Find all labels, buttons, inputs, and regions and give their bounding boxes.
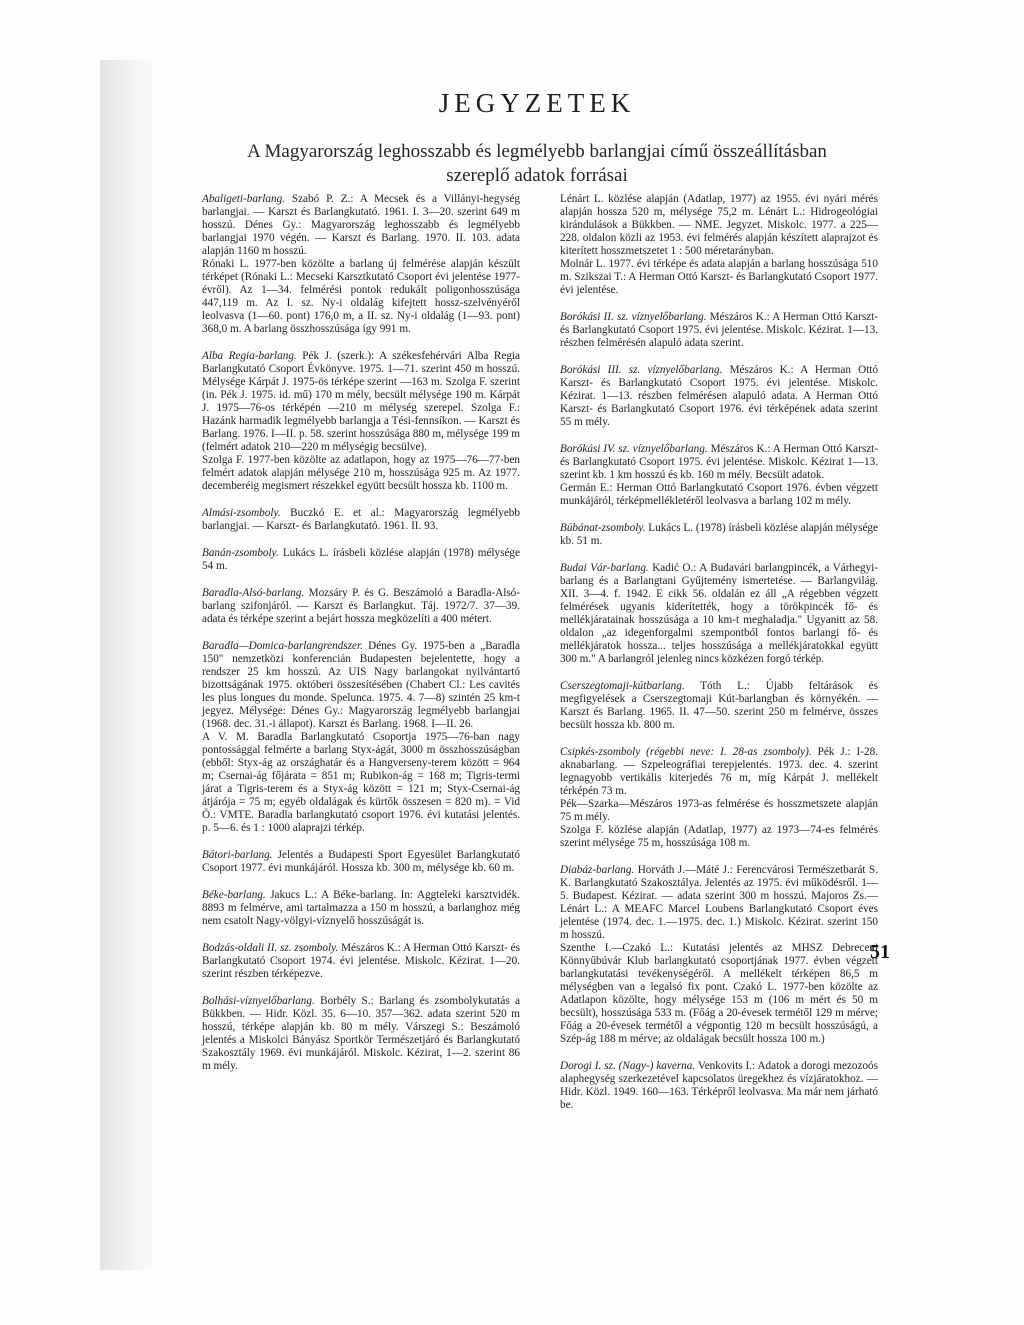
note-entry [560, 443, 878, 508]
note-entry [202, 547, 520, 573]
entry-text: Dénes Gy. 1975-ben a „Baradla 150" nemzetközi konferencián Budapesten bejelentette, hogy a rendszer 25 km hosszú. Az UIS Nagy barlangokat nyilvántartó bizottságának 1975. októberi összesítésében (Chabert Cl.: Les cavités les plus longues du monde. Spelunca. 1975. 4. 7—8) szintén 25 km-t jegyez. Mélysége: Dénes Gy.: Magyarország legmélyebb barlangjai (1968. dec. 31.-i állapot). Karszt és Barlang. 1968. I—II. 26. [202, 640, 520, 730]
entry-title: Borókási II. sz. víznyelőbarlang. [560, 311, 707, 323]
note-paragraph [202, 889, 520, 928]
note-entry [202, 995, 520, 1073]
entry-title: Banán-zsomboly. [202, 547, 279, 559]
note-entry [202, 350, 520, 493]
binding-shadow [100, 60, 160, 1270]
note-paragraph [560, 746, 878, 798]
entry-title: Borókási III. sz. víznyelőbarlang. [560, 364, 723, 376]
note-paragraph [202, 454, 520, 493]
note-paragraph [560, 482, 878, 508]
note-paragraph [202, 547, 520, 573]
right-column [560, 193, 878, 1126]
note-entry [560, 311, 878, 350]
entry-text: Pék—Szarka—Mészáros 1973-as felmérése és hosszmetszete alapján 75 m mély. [560, 798, 878, 823]
entry-title: Búbánat-zsomboly. [560, 522, 646, 534]
note-paragraph [560, 193, 878, 258]
note-paragraph [560, 1060, 878, 1112]
page-subtitle [150, 140, 924, 188]
entry-text: Buczkó E. et al.: Magyarország legmélyebb barlangjai. — Karszt- és Barlangkutató. 1961. II. 93. [202, 507, 520, 532]
entry-text: Horváth J.—Máté J.: Ferencvárosi Természetbarát S. K. Barlangkutató Szakosztálya. Jelentés az 1975. évi működésről. 1—5. Budapest. Kézirat. — adata szerint 300 m hosszú. Majoros Zs.—Lénárt L.: A MEAFC Marcel Loubens Barlangkutató Csoport éves jelentése (1974. dec. 1.—1975. dec. 1.) Miskolc. Kézirat. szerint 150 m hosszú. [560, 864, 878, 941]
entry-title: Cserszegtomaji-kútbarlang. [560, 680, 685, 692]
note-entry [202, 942, 520, 981]
note-paragraph [202, 350, 520, 454]
entry-text: Szabó P. Z.: A Mecsek és a Villányi-hegység barlangjai. — Karszt és Barlangkutató. 1961. I. 3—20. szerint 649 m hosszú. Dénes Gy.: Magyarország leghosszabb és legmélyebb barlangjai 1970 végén. — Karszt és Barlang. 1970. II. 103. adata alapján 1160 m hosszú. [202, 193, 520, 257]
entry-text: Tóth L.: Újabb feltárások és megfigyelések a Cserszegtomaji Kút-barlangban és környékén. — Karszt és Barlang. 1965. II. 47—50. szerint 250 m felmérve, összes becsült hossza kb. 800 m. [560, 680, 878, 731]
subtitle-line-1: A Magyarország leghosszabb és legmélyebb barlangjai című összeállításban [247, 141, 827, 162]
entry-text: Lukács L. (1978) írásbeli közlése alapján mélysége kb. 51 m. [560, 522, 878, 547]
note-entry [202, 507, 520, 533]
note-paragraph [560, 680, 878, 732]
entry-text: Mészáros K.: A Herman Ottó Karszt- és Barlangkutató Csoport 1975. évi jelentése. Miskolc. Kézirat 1—13. szerint kb. 1 km hosszú és kb. 160 m mély. Becsült adatok. [560, 443, 879, 481]
entry-text: Kadić O.: A Budavári barlangpincék, a Várhegyi-barlang és a Barlangtani Gyűjtemény ismertetése. — Barlangvilág. XII. 3—4. f. 1942. E cikk 56. oldalán ez áll „A régebben végzett felmérések ugyanis kiderítették, hogy a törökpincék fő- és mellékjáratainak hosszúsága a 10 km-t meghaladja." Ugyanitt az 58. oldalon „az idegenforgalmi szempontból fontos barlangi fő- és mellékjáratok hossza... teljes hosszúsága a mellékjáratokkal együtt 300 m." A barlangról jelenleg nincs közkézen forgó térkép. [560, 562, 879, 665]
note-entry [560, 364, 878, 429]
entry-title: Bodzás-oldali II. sz. zsomboly. [202, 942, 339, 954]
note-entry [560, 562, 878, 666]
entry-title: Béke-barlang. [202, 889, 266, 901]
note-entry [202, 587, 520, 626]
note-entry [560, 1060, 878, 1112]
note-paragraph [202, 995, 520, 1073]
entry-title: Bátori-barlang. [202, 849, 273, 861]
entry-text: Mészáros K.: A Herman Ottó Karszt- és Barlangkutató Csoport 1975. évi jelentése. Miskolc. Kézirat. 1—13. részben felmérésén alapuló adata szerint. [560, 311, 879, 349]
entry-title: Almási-zsomboly. [202, 507, 281, 519]
entry-text: A V. M. Baradla Barlangkutató Csoportja 1975—76-ban nagy pontossággal felmérte a barlang Styx-ágát, 3000 m összhosszúságban (ebből: Styx-ág az országhatár és a Hangverseny-terem között = 964 m; Csernai-ág főjárata = 851 m; Rubikon-ág = 168 m; Tigris-termi járat a Tigris-terem és a Styx-ág között = 121 m; Styx-Csernai-ág átjárója = 75 m; egyéb oldalágak és kürtők összesen = 820 m). = Vid Ö.: VMTE. Baradla barlangkutató csoport 1976. évi kutatási jelentés. p. 5—6. és 1 : 1000 alaprajzi térkép. [202, 731, 520, 834]
entry-text: Szenthe I.—Czakó L.: Kutatási jelentés az MHSZ Debreceni Könnyűbúvár Klub barlangkutató csoportjának 1977. évben végzett barlangkutatási tevékenységéről. A mellékelt térképen 86,5 m mélységben van a legalsó fix pont. Czakó L. 1977-ben közölte az Adatlapon közölte, hogy mélysége 153 m (106 m mért és 50 m becsült), hosszúsága 533 m. (Főág a 20-évesek termétől 129 m mérve; Főág a 20-évesek termétől a végpontig 120 m becsült hosszúságú, a Szép-ág 188 m mérve; az oldalágak becsült hossza 100 m.) [560, 942, 878, 1045]
entry-text: Jakucs L.: A Béke-barlang. In: Aggteleki karsztvidék. 8893 m felmérve, ami tartalmazza a 150 m hosszú, a barlanghoz még nem csatolt Nagy-völgyi-víznyelő hosszúságát is. [202, 889, 520, 927]
entry-title: Budai Vár-barlang. [560, 562, 649, 574]
note-entry [560, 746, 878, 850]
page-number: 51 [870, 941, 890, 963]
entry-title: Diabáz-barlang. [560, 864, 635, 876]
entry-text: Rónaki L. 1977-ben közölte a barlang új felmérése alapján készült térképet (Rónaki L.: Mecseki Karsztkutató Csoport évi jelentése 1977-évről). Az 1—34. felmérési pontok redukált poligonhosszúsága 447,119 m. Az I. sz. Ny-i oldalág kifejtett hossz-szelvényéről leolvasva (1—60. pont) 176,0 m, a II. sz. Ny-i oldalág (1—93. pont) 368,0 m. A barlang összhosszúsága így 991 m. [202, 258, 520, 335]
entry-text: Szolga F. közlése alapján (Adatlap, 1977) az 1973—74-es felmérés szerint mélysége 75 m, hosszúsága 108 m. [560, 824, 878, 849]
entry-text: Pék J.: I-28. aknabarlang. — Szpeleográfiai terepjelentés. 1973. dec. 4. szerint legnagyobb vertikális kiterjedés 76 m, míg Kárpát J. mellékelt térképén 73 m. [560, 746, 878, 797]
note-entry [202, 193, 520, 336]
note-paragraph [560, 364, 878, 429]
note-entry [560, 522, 878, 548]
page-heading: JEGYZETEK [438, 88, 636, 118]
entry-title: Alba Regia-barlang. [202, 350, 297, 362]
note-paragraph [560, 864, 878, 942]
note-entry [202, 889, 520, 928]
note-paragraph [560, 311, 878, 350]
note-paragraph [202, 587, 520, 626]
note-paragraph [202, 258, 520, 336]
entry-text: Venkovits I.: Adatok a dorogi mezozoós alaphegység szerkezetével kapcsolatos üregekhez és vízjáratokhoz. — Hidr. Közl. 1949. 160—163. Térképről leolvasva. Ma már nem járható be. [560, 1060, 878, 1111]
entry-text: Szolga F. 1977-ben közölte az adatlapon, hogy az 1975—76—77-ben felmért adatok alapján mélysége 210 m, hosszúsága 925 m. Az 1977. decemberéig megismert részekkel együtt becsült hossza kb. 1100 m. [202, 454, 520, 492]
subtitle-line-2: szereplő adatok forrásai [446, 165, 628, 186]
note-entry [202, 640, 520, 835]
note-paragraph [560, 824, 878, 850]
note-entry [202, 849, 520, 875]
entry-text: Mozsáry P. és G. Beszámoló a Baradla-Alsó-barlang szifonjáról. — Karszt és Barlangkut. Táj. 1972/7. 37—39. adata és térképe szerint a bejárt hossza megközelíti a 400 métert. [202, 587, 520, 625]
entry-title: Borókási IV. sz. víznyelőbarlang. [560, 443, 708, 455]
note-paragraph [560, 562, 878, 666]
note-entry [560, 680, 878, 732]
note-paragraph [560, 798, 878, 824]
entry-text: Pék J. (szerk.): A székesfehérvári Alba Regia Barlangkutató Csoport Évkönyve. 1975. 1—71. szerint 450 m hosszú. Mélysége Kárpát J. 1975-ös térképe szerint —163 m. Szolga F. szerint (in. Pék J. 1975. id. mű) 170 m mély, becsült mélysége 190 m. Kárpát J. 1975—76-os térképén —210 m mélység szerepel. Szolga F.: Hazánk harmadik legmélyebb barlangja a Tési-fennsíkon. — Karszt és Barlang. 1976. I—II. p. 58. szerint hosszúsága 880 m, mélysége 199 m (felmért adatok 210—220 m mélységig becsülve). [202, 350, 520, 453]
note-paragraph [560, 443, 878, 482]
note-paragraph [560, 942, 878, 1046]
note-paragraph [202, 193, 520, 258]
entry-text: Mészáros K.: A Herman Ottó Karszt- és Barlangkutató Csoport 1975. évi jelentése. Miskolc. Kézirat. 1—13. részben felmérésen alapuló adata. A Herman Ottó Karszt- és Barlangkutató Csoport 1976. évi térképének adata szerint 55 m mély. [560, 364, 879, 428]
entry-title: Baradla—Domica-barlangrendszer. [202, 640, 363, 652]
note-paragraph [560, 522, 878, 548]
entry-title: Abaligeti-barlang. [202, 193, 285, 205]
note-paragraph [202, 942, 520, 981]
entry-text: Germán E.: Herman Ottó Barlangkutató Csoport 1976. évben végzett munkájáról, térképmellékletéről leolvasva a barlang 102 m mély. [560, 482, 878, 507]
entry-text: Lukács L. írásbeli közlése alapján (1978) mélysége 54 m. [202, 547, 520, 572]
entry-title: Csipkés-zsomboly (régebbi neve: I. 28-as zsomboly). [560, 746, 812, 758]
note-paragraph [202, 731, 520, 835]
left-column [202, 193, 520, 1087]
note-entry [560, 864, 878, 1046]
note-entry [560, 193, 878, 297]
note-paragraph [202, 640, 520, 731]
entry-title: Dorogi I. sz. (Nagy-) kaverna. [560, 1060, 696, 1072]
entry-text: Borbély S.: Barlang és zsombolykutatás a Bükkben. — Hidr. Közl. 35. 6—10. 357—362. adata szerint 520 m hosszú, térképe alapján kb. 80 m mély. Várszegi S.: Beszámoló jelentés a Miskolci Bányász Sportkör Természetjáró és Barlangkutató Szakosztály 1969. évi munkájáról. Miskolc. Kézirat, 1—2. szerint 86 m mély. [202, 995, 520, 1072]
note-paragraph [202, 507, 520, 533]
entry-text: Molnár L. 1977. évi térképe és adata alapján a barlang hosszúsága 510 m. Szikszai T.: A Herman Ottó Karszt- és Barlangkutató Csoport 1977. évi jelentése. [560, 258, 878, 296]
entry-text: Lénárt L. közlése alapján (Adatlap, 1977) az 1955. évi nyári mérés alapján hossza 520 m, mélysége 75,2 m. Lénárt L.: Hidrogeológiai kirándulások a Bükkben. — NME. Jegyzet. Miskolc. 1977. a 225—228. oldalon közli az 1953. évi felmérés alapján készített alaprajzot és kiterített hosszmetszetet 1 : 500 méretarányban. [560, 193, 878, 257]
entry-title: Baradla-Alsó-barlang. [202, 587, 305, 599]
note-paragraph [202, 849, 520, 875]
note-paragraph [560, 258, 878, 297]
entry-text: Mészáros K.: A Herman Ottó Karszt- és Barlangkutató Csoport 1974. évi jelentése. Miskolc. Kézirat. 1—20. szerint részben térképezve. [202, 942, 520, 980]
entry-title: Bolhási-víznyelőbarlang. [202, 995, 315, 1007]
entry-text: Jelentés a Budapesti Sport Egyesület Barlangkutató Csoport 1977. évi munkájáról. Hossza kb. 300 m, mélysége kb. 60 m. [202, 849, 520, 874]
